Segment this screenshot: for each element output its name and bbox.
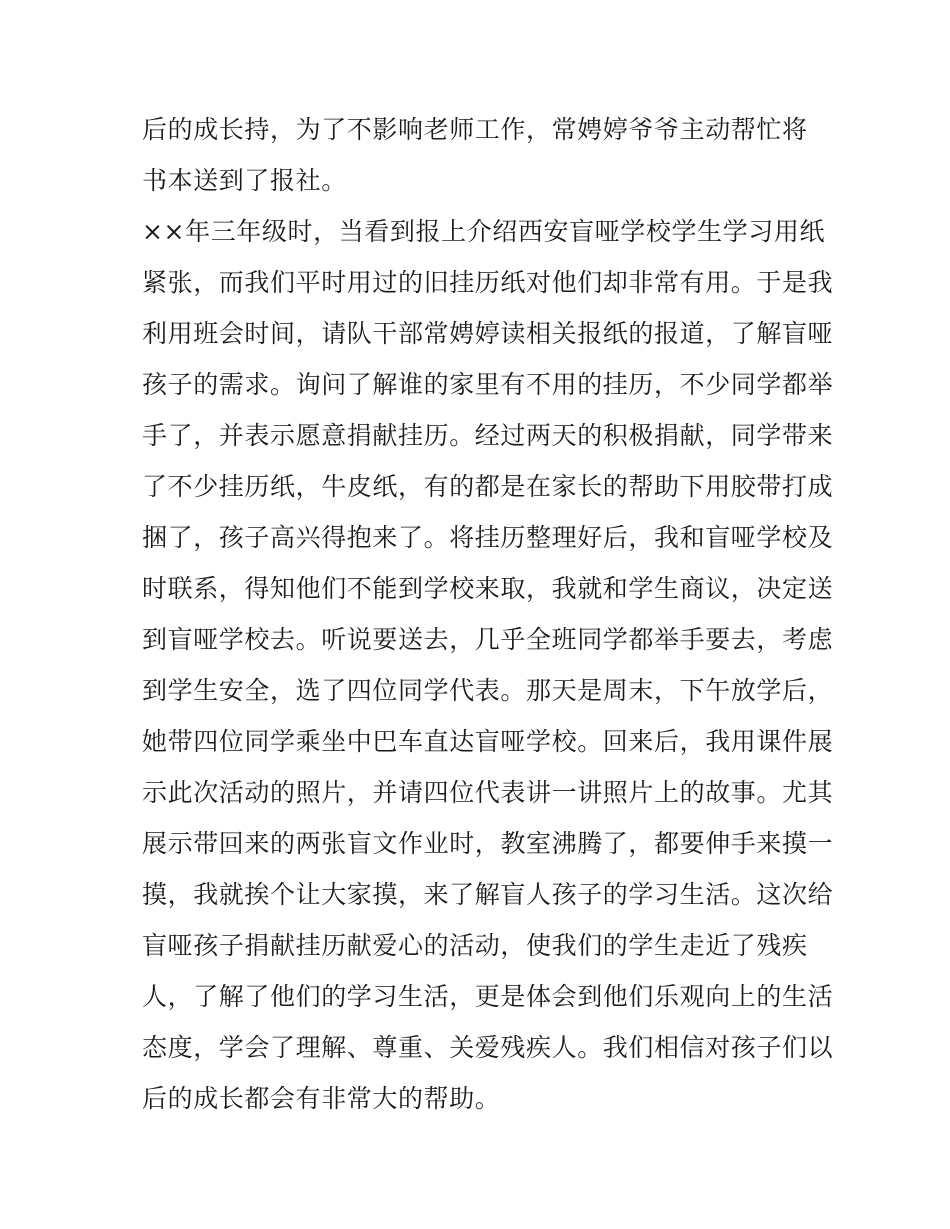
text-line: 盲哑孩子捐献挂历献爱心的活动，使我们的学生走近了残疾 bbox=[142, 931, 808, 960]
text-line: 她带四位同学乘坐中巴车直达盲哑学校。回来后，我用课件展 bbox=[142, 727, 834, 756]
text-line: 态度，学会了理解、尊重、关爱残疾人。我们相信对孩子们以 bbox=[142, 1033, 834, 1062]
text-line: 到学生安全，选了四位同学代表。那天是周末，下午放学后， bbox=[142, 676, 834, 705]
body-text bbox=[142, 104, 834, 1124]
text-line: 手了，并表示愿意捐献挂历。经过两天的积极捐献，同学带来 bbox=[142, 421, 834, 450]
text-line: 时联系，得知他们不能到学校来取，我就和学生商议，决定送 bbox=[142, 574, 834, 603]
text-line: 了不少挂历纸，牛皮纸，有的都是在家长的帮助下用胶带打成 bbox=[142, 472, 834, 501]
text-line: 利用班会时间，请队干部常娉婷读相关报纸的报道，了解盲哑 bbox=[142, 319, 834, 348]
text-line: ××年三年级时，当看到报上介绍西安盲哑学校学生学习用纸 bbox=[142, 217, 826, 246]
text-line: 紧张，而我们平时用过的旧挂历纸对他们却非常有用。于是我 bbox=[142, 268, 834, 297]
text-line: 孩子的需求。询问了解谁的家里有不用的挂历，不少同学都举 bbox=[142, 370, 834, 399]
text-line: 示此次活动的照片，并请四位代表讲一讲照片上的故事。尤其 bbox=[142, 778, 834, 807]
text-line: 人，了解了他们的学习生活，更是体会到他们乐观向上的生活 bbox=[142, 982, 834, 1011]
text-line: 摸，我就挨个让大家摸，来了解盲人孩子的学习生活。这次给 bbox=[142, 880, 834, 909]
text-line: 到盲哑学校去。听说要送去，几乎全班同学都举手要去，考虑 bbox=[142, 625, 834, 654]
text-line: 后的成长都会有非常大的帮助。 bbox=[142, 1084, 501, 1113]
text-line: 后的成长持，为了不影响老师工作，常娉婷爷爷主动帮忙将 bbox=[142, 115, 808, 144]
text-line: 书本送到了报社。 bbox=[142, 166, 347, 195]
text-line: 展示带回来的两张盲文作业时，教室沸腾了，都要伸手来摸一 bbox=[142, 829, 834, 858]
text-line: 捆了，孩子高兴得抱来了。将挂历整理好后，我和盲哑学校及 bbox=[142, 523, 834, 552]
